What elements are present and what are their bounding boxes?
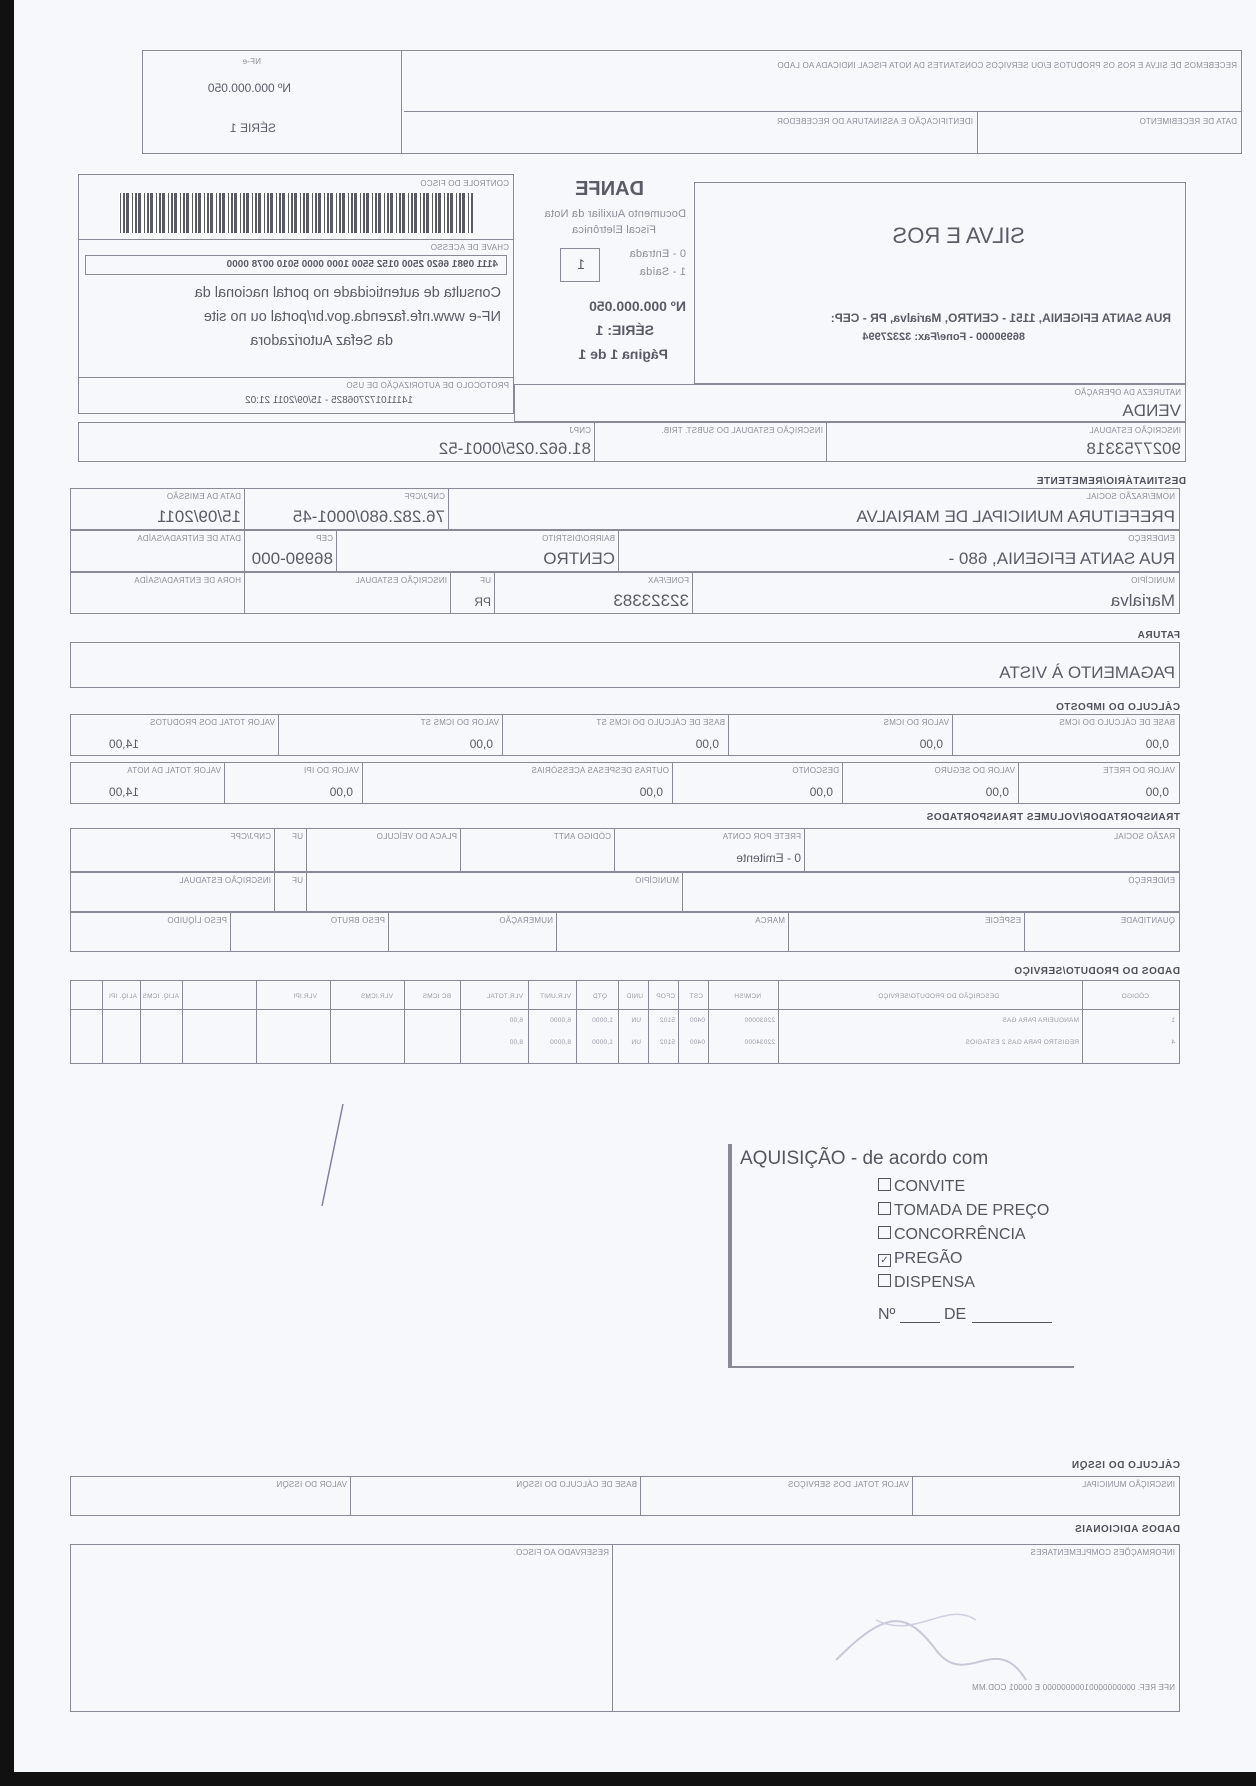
product-cell: UN xyxy=(631,1017,641,1024)
product-header: VLR.ICMS xyxy=(360,993,393,1000)
tax-row-2 xyxy=(70,762,1180,804)
transport-label: CÓDIGO ANTT xyxy=(553,832,611,841)
invoice-section: FATURA xyxy=(1137,630,1180,641)
checkbox-icon xyxy=(878,1226,891,1239)
product-cell: REGISTRO PARA GAS 2 ESTAGIOS xyxy=(965,1039,1079,1046)
recipient-cep: 86990-000 xyxy=(251,549,333,568)
access-key-label: CHAVE DE ACESSO xyxy=(430,243,509,252)
product-cell: 8,00 xyxy=(509,1039,523,1046)
product-cell: 6,00 xyxy=(509,1017,523,1024)
tax-label: BASE DE CÁLCULO DO ICMS ST xyxy=(596,718,725,727)
tax-label: VALOR DO FRETE xyxy=(1103,766,1175,775)
receipt-number: Nº 000.000.050 xyxy=(207,81,291,95)
stamp-option: CONCORRÊNCIA xyxy=(878,1226,1026,1244)
issqn-section: CÁLCULO DO ISSQN xyxy=(1071,1460,1180,1471)
transport-label: PESO LÍQUIDO xyxy=(167,916,227,925)
recipient-section: DESTINATÁRIO/REMETENTE xyxy=(1036,476,1186,487)
product-header: ALIQ. ICMS xyxy=(142,993,179,1000)
product-header: VLR.IPI xyxy=(293,993,317,1000)
recipient-name: PREFEITURA MUNICIPAL DE MARIALVA xyxy=(856,507,1175,526)
danfe-subtitle-2: Fiscal Eletrônica xyxy=(571,224,656,236)
ie-st-label: INSCRIÇÃO ESTADUAL DO SUBST. TRIB. xyxy=(661,426,823,435)
ie-label: INSCRIÇÃO ESTADUAL xyxy=(1089,426,1181,435)
danfe-subtitle-1: Documento Auxiliar da Nota xyxy=(544,208,686,220)
consult-line-1: Consulta de autenticidade no portal nacional da xyxy=(194,285,501,301)
product-header: BC ICMS xyxy=(422,993,451,1000)
recipient-uf-label: UF xyxy=(479,576,491,585)
tax-value: 0,00 xyxy=(469,737,493,751)
danfe-entrada: 0 - Entrada xyxy=(629,248,686,260)
transport-label: UF xyxy=(291,876,303,885)
emitter-cnpj-label: CNPJ xyxy=(569,426,591,435)
exit-hour-label: HORA DE ENTRADA/SAÍDA xyxy=(134,576,241,585)
tax-label: DESCONTO xyxy=(792,766,839,775)
product-cell: 1 xyxy=(1171,1017,1175,1024)
product-header: QTD xyxy=(592,993,607,1000)
checkbox-icon xyxy=(878,1202,891,1215)
tax-value: 0,00 xyxy=(329,785,353,799)
danfe-page: Página 1 de 1 xyxy=(578,346,668,362)
product-header: CÓDIGO xyxy=(1121,993,1149,1000)
product-cell: 8,0000 xyxy=(549,1039,571,1046)
issqn-label: BASE DE CÁLCULO DO ISSQN xyxy=(516,1480,637,1489)
scan-corner-mark xyxy=(0,0,14,1786)
product-cell: 22030000 xyxy=(744,1017,775,1024)
receipt-nfe-label: NF-e xyxy=(242,57,261,66)
receipt-signature-label: IDENTIFICAÇÃO E ASSINATURA DO RECEBEDOR xyxy=(776,117,973,126)
product-header: UNID xyxy=(626,993,643,1000)
recipient-name-label: NOME/RAZÃO SOCIAL xyxy=(1086,492,1175,501)
tax-label: VALOR DO SEGURO xyxy=(934,766,1015,775)
tax-value: 0,00 xyxy=(985,785,1009,799)
transport-row-1 xyxy=(70,828,1180,872)
nature-box xyxy=(514,384,1186,422)
tax-value: 14,00 xyxy=(108,737,139,751)
recipient-row-1 xyxy=(70,488,1180,530)
tax-value: 0,00 xyxy=(919,737,943,751)
danfe-box xyxy=(514,174,694,384)
tax-row-1 xyxy=(70,714,1180,756)
product-cell: 0400 xyxy=(689,1017,705,1024)
product-header: NCM/SH xyxy=(734,993,761,1000)
transport-row-3 xyxy=(70,912,1180,952)
product-header: VLR.TOTAL xyxy=(486,993,523,1000)
freight-value: 0 - Emitente xyxy=(736,851,801,865)
stamp-option: DISPENSA xyxy=(878,1274,975,1292)
danfe-serie: SÉRIE: 1 xyxy=(595,322,654,338)
invoice-box xyxy=(70,642,1180,688)
stamp-of-line xyxy=(972,1322,1052,1323)
transport-section: TRANSPORTADOR/VOLUMES TRANSPORTADOS xyxy=(926,812,1180,823)
recipient-row-2 xyxy=(70,530,1180,572)
stamp-number-label: Nº xyxy=(878,1306,896,1323)
recipient-phone-label: FONE/FAX xyxy=(647,576,689,585)
emission-date-label: DATA DA EMISSÃO xyxy=(166,492,241,501)
recipient-city-label: MUNICÍPIO xyxy=(1130,576,1175,585)
pen-stroke xyxy=(316,1100,346,1210)
ie: 9027753318 xyxy=(1086,439,1181,458)
tax-label: VALOR TOTAL DA NOTA xyxy=(127,766,221,775)
stamp-number-line xyxy=(900,1322,940,1323)
protocol: 141110172706825 - 15/09/2011 21:02 xyxy=(245,395,413,406)
emission-date: 15/09/2011 xyxy=(157,507,241,526)
recipient-ie-label: INSCRIÇÃO ESTADUAL xyxy=(355,576,447,585)
transport-label: CNPJ/CPF xyxy=(230,832,271,841)
receipt-date-label: DATA DE RECEBIMENTO xyxy=(1139,117,1237,126)
emitter-address: RUA SANTA EFIGENIA, 1151 - CENTRO, Marialva, PR - CEP: xyxy=(830,311,1171,325)
recipient-uf: PR xyxy=(474,595,491,609)
tax-label: VALOR DO IPI xyxy=(303,766,359,775)
signature-scribble xyxy=(816,1590,1036,1700)
stamp-option: CONVITE xyxy=(878,1178,965,1196)
emitter-cnpj: 81.662.025/0001-52 xyxy=(438,439,591,458)
recipient-address: RUA SANTA EFIGENIA, 680 - xyxy=(948,549,1175,568)
checked-checkbox-icon: ✓ xyxy=(878,1254,891,1267)
tax-value: 0,00 xyxy=(1145,737,1169,751)
receipt-text: RECEBEMOS DE SILVA E ROS OS PRODUTOS E/OU SERVIÇOS CONSTANTES DA NOTA FISCAL INDICADA AO LADO xyxy=(777,61,1237,70)
danfe-title: DANFE xyxy=(575,178,644,200)
fisco-reserved-label: RESERVADO AO FISCO xyxy=(515,1548,609,1557)
additional-info-text: NFE REF. 00000000001000000000 E 00001 COD.MM xyxy=(971,1683,1175,1692)
nature-label: NATUREZA DA OPERAÇÃO xyxy=(1074,388,1181,397)
transport-label: PLACA DO VEÍCULO xyxy=(376,832,457,841)
checkbox-icon xyxy=(878,1178,891,1191)
tax-label: OUTRAS DESPESAS ACESSÓRIAS xyxy=(531,766,669,775)
receipt-stub xyxy=(142,50,1242,154)
protocol-label: PROTOCOLO DE AUTORIZAÇÃO DE USO xyxy=(346,381,509,390)
issqn-label: INSCRIÇÃO MUNICIPAL xyxy=(1081,1480,1175,1489)
scan-corner-mark xyxy=(0,1772,1256,1786)
consult-line-3: da Sefaz Autorizadora xyxy=(250,333,393,349)
consult-line-2: NF-e www.nfe.fazenda.gov.br/portal ou no site xyxy=(203,309,501,325)
recipient-city: Marialva xyxy=(1110,591,1175,610)
transport-label: ENDEREÇO xyxy=(1128,876,1175,885)
nature: VENDA xyxy=(1122,401,1181,420)
product-cell: 0400 xyxy=(689,1039,705,1046)
additional-info-label: INFORMAÇÕES COMPLEMENTARES xyxy=(1030,1548,1175,1557)
transport-label: NUMERAÇÃO xyxy=(499,916,553,925)
transport-label: PESO BRUTO xyxy=(330,916,385,925)
recipient-cnpj-label: CNPJ/CPF xyxy=(404,492,445,501)
tax-section: CÁLCULO DO IMPOSTO xyxy=(1055,702,1180,713)
additional-section: DADOS ADICIONAIS xyxy=(1074,1524,1180,1535)
products-table xyxy=(70,980,1180,1064)
product-cell: 4 xyxy=(1171,1039,1175,1046)
transport-label: RAZÃO SOCIAL xyxy=(1113,832,1175,841)
stamp-option: TOMADA DE PREÇO xyxy=(878,1202,1049,1220)
product-header: VLR.UNIT xyxy=(539,993,571,1000)
recipient-district-label: BAIRRO/DISTRITO xyxy=(541,534,615,543)
tax-label: VALOR TOTAL DOS PRODUTOS xyxy=(149,718,275,727)
product-header: CST xyxy=(689,993,703,1000)
checkbox-icon xyxy=(878,1274,891,1287)
transport-label: QUANTIDADE xyxy=(1120,916,1175,925)
transport-row-2 xyxy=(70,872,1180,912)
product-header: DESCRIÇÃO DO PRODUTO/SERVIÇO xyxy=(878,993,999,1000)
recipient-address-label: ENDEREÇO xyxy=(1128,534,1175,543)
product-header: ALIQ. IPI xyxy=(108,993,137,1000)
tax-value: 0,00 xyxy=(695,737,719,751)
product-header: CFOP xyxy=(656,993,675,1000)
product-cell: 1,0000 xyxy=(591,1017,613,1024)
product-cell: 1,0000 xyxy=(591,1039,613,1046)
stamp-title: AQUISIÇÃO - de acordo com xyxy=(740,1148,989,1169)
product-cell: 6,0000 xyxy=(549,1017,571,1024)
tax-label: VALOR DO ICMS xyxy=(883,718,949,727)
recipient-phone: 32323383 xyxy=(613,591,689,610)
emitter-cep-phone: 86990000 - Fone/Fax: 32327994 xyxy=(862,331,1025,343)
emitter-name: SILVA E ROS xyxy=(892,223,1025,248)
invoice-value: PAGAMENTO À VISTA xyxy=(999,663,1175,682)
recipient-row-3 xyxy=(70,572,1180,614)
stamp-option: ✓ PREGÃO xyxy=(878,1250,962,1268)
tax-label: VALOR DO ICMS ST xyxy=(420,718,499,727)
tax-value: 0,00 xyxy=(1145,785,1169,799)
recipient-cep-label: CEP xyxy=(315,534,333,543)
issqn-label: VALOR TOTAL DOS SERVIÇOS xyxy=(787,1480,909,1489)
product-cell: 5102 xyxy=(659,1017,675,1024)
danfe-type: 1 xyxy=(577,256,585,272)
access-key-box xyxy=(85,255,507,275)
barcode xyxy=(119,193,473,233)
products-section: DADOS DO PRODUTO/SERVIÇO xyxy=(1013,966,1180,977)
product-cell: 22034000 xyxy=(744,1039,775,1046)
transport-label: MARCA xyxy=(755,916,785,925)
tax-value: 0,00 xyxy=(639,785,663,799)
danfe-type-box xyxy=(560,248,600,282)
transport-label: INSCRIÇÃO ESTADUAL xyxy=(179,876,271,885)
fisco-control-label: CONTROLE DO FISCO xyxy=(420,179,509,188)
product-cell: 5102 xyxy=(659,1039,675,1046)
product-cell: MANGUEIRA PARA GAS xyxy=(1002,1017,1079,1024)
transport-label: UF xyxy=(291,832,303,841)
transport-label: FRETE POR CONTA xyxy=(722,832,801,841)
access-box xyxy=(78,174,514,414)
recipient-cnpj: 76.282.680/0001-45 xyxy=(292,507,445,526)
transport-label: ESPÉCIE xyxy=(984,916,1021,925)
exit-date-label: DATA DE ENTRADA/SAÍDA xyxy=(137,534,241,543)
recipient-district: CENTRO xyxy=(543,549,615,568)
tax-value: 14,00 xyxy=(108,785,139,799)
access-key: 4111 0981 6620 2500 0152 5500 1000 0000 5010 0078 0000 xyxy=(226,259,498,270)
ie-row xyxy=(78,422,1186,462)
receipt-serie: SÉRIE 1 xyxy=(229,121,276,135)
emitter-box xyxy=(694,182,1186,384)
issqn-label: VALOR DO ISSQN xyxy=(276,1480,347,1489)
stamp-of-label: DE xyxy=(944,1306,967,1323)
danfe-number: Nº 000.000.050 xyxy=(589,298,686,314)
tax-value: 0,00 xyxy=(809,785,833,799)
issqn-row xyxy=(70,1476,1180,1516)
tax-label: BASE DE CÁLCULO DO ICMS xyxy=(1059,718,1175,727)
transport-label: MUNICÍPIO xyxy=(634,876,679,885)
acquisition-stamp xyxy=(728,1144,1074,1368)
danfe-saida: 1 - Saída xyxy=(639,266,686,278)
product-cell: UN xyxy=(631,1039,641,1046)
